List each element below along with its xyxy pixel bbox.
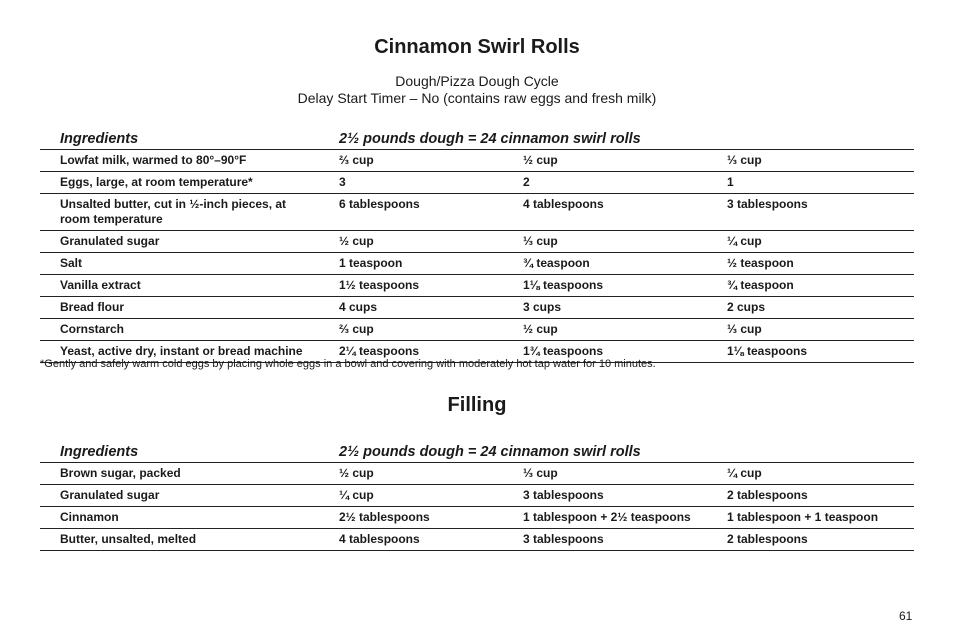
ingredient-cell: Brown sugar, packed <box>40 463 319 485</box>
amounts-header: 2½ pounds dough = 24 cinnamon swirl rolls <box>319 441 914 463</box>
ingredient-cell: Bread flour <box>40 297 319 319</box>
amount-cell: 3 tablespoons <box>503 529 707 551</box>
recipe-subtitle <box>0 73 954 107</box>
amount-cell: ⅓ cup <box>503 231 707 253</box>
ingredient-cell: Butter, unsalted, melted <box>40 529 319 551</box>
amount-cell: ¾ teaspoon <box>707 275 914 297</box>
amount-cell: 1½ teaspoons <box>319 275 503 297</box>
amount-cell: ⅓ cup <box>707 319 914 341</box>
table-row <box>40 507 914 529</box>
table-row <box>40 194 914 231</box>
ingredient-cell: Eggs, large, at room temperature* <box>40 172 319 194</box>
amount-cell: 4 tablespoons <box>319 529 503 551</box>
table-row <box>40 529 914 551</box>
amount-cell: ½ teaspoon <box>707 253 914 275</box>
ingredient-cell: Lowfat milk, warmed to 80°–90°F <box>40 150 319 172</box>
amount-cell: 2 cups <box>707 297 914 319</box>
amount-cell: ½ cup <box>319 463 503 485</box>
amount-cell: 1 tablespoon + 1 teaspoon <box>707 507 914 529</box>
footnote: *Gently and safely warm cold eggs by placing whole eggs in a bowl and covering with moderately hot tap water for 10 minutes. <box>40 358 656 370</box>
amount-cell: ⅔ cup <box>319 150 503 172</box>
table-header-row <box>40 441 914 463</box>
page-number: 61 <box>899 609 913 623</box>
amount-cell: 6 tablespoons <box>319 194 503 231</box>
table-row <box>40 297 914 319</box>
recipe-title: Cinnamon Swirl Rolls <box>374 36 580 58</box>
amount-cell: ¼ cup <box>707 463 914 485</box>
ingredient-cell: Yeast, active dry, instant or bread machine <box>40 341 319 363</box>
amount-cell: 1¾ teaspoons <box>503 341 707 363</box>
amount-cell: ½ cup <box>319 231 503 253</box>
amount-cell: ¾ teaspoon <box>503 253 707 275</box>
ingredient-cell: Unsalted butter, cut in ½-inch pieces, at room temperature <box>40 194 319 231</box>
amount-cell: 3 <box>319 172 503 194</box>
amount-cell: 1 teaspoon <box>319 253 503 275</box>
table-row <box>40 275 914 297</box>
amount-cell: 2½ tablespoons <box>319 507 503 529</box>
amount-cell: 1⅛ teaspoons <box>707 341 914 363</box>
filling-title: Filling <box>447 394 507 416</box>
dough-ingredients-table <box>40 128 914 363</box>
amount-cell: 2 tablespoons <box>707 529 914 551</box>
amount-cell: ¼ cup <box>319 485 503 507</box>
table-header-row <box>40 128 914 150</box>
table-row <box>40 485 914 507</box>
amount-cell: 1⅛ teaspoons <box>503 275 707 297</box>
amounts-header: 2½ pounds dough = 24 cinnamon swirl rolls <box>319 128 914 150</box>
ingredient-cell: Cornstarch <box>40 319 319 341</box>
amount-cell: 1 tablespoon + 2½ teaspoons <box>503 507 707 529</box>
amount-cell: ⅓ cup <box>707 150 914 172</box>
amount-cell: ½ cup <box>503 150 707 172</box>
ingredient-cell: Vanilla extract <box>40 275 319 297</box>
table-row <box>40 172 914 194</box>
amount-cell: 3 tablespoons <box>503 485 707 507</box>
delay-timer-line: Delay Start Timer – No (contains raw eggs and fresh milk) <box>297 90 657 106</box>
amount-cell: ½ cup <box>503 319 707 341</box>
amount-cell: ⅔ cup <box>319 319 503 341</box>
ingredients-header: Ingredients <box>40 441 319 463</box>
amount-cell: 2 tablespoons <box>707 485 914 507</box>
amount-cell: 2¼ teaspoons <box>319 341 503 363</box>
amount-cell: 3 cups <box>503 297 707 319</box>
filling-table-body <box>40 463 914 551</box>
ingredient-cell: Cinnamon <box>40 507 319 529</box>
ingredients-header: Ingredients <box>40 128 319 150</box>
table-row <box>40 150 914 172</box>
filling-ingredients-table <box>40 441 914 551</box>
amount-cell: 2 <box>503 172 707 194</box>
amount-cell: ¼ cup <box>707 231 914 253</box>
dough-table-body <box>40 150 914 363</box>
amount-cell: 4 cups <box>319 297 503 319</box>
cycle-line: Dough/Pizza Dough Cycle <box>395 73 559 89</box>
ingredient-cell: Salt <box>40 253 319 275</box>
ingredient-cell: Granulated sugar <box>40 231 319 253</box>
amount-cell: 4 tablespoons <box>503 194 707 231</box>
ingredient-cell: Granulated sugar <box>40 485 319 507</box>
amount-cell: 1 <box>707 172 914 194</box>
amount-cell: ⅓ cup <box>503 463 707 485</box>
table-row <box>40 319 914 341</box>
table-row <box>40 253 914 275</box>
amount-cell: 3 tablespoons <box>707 194 914 231</box>
table-row <box>40 463 914 485</box>
table-row <box>40 231 914 253</box>
